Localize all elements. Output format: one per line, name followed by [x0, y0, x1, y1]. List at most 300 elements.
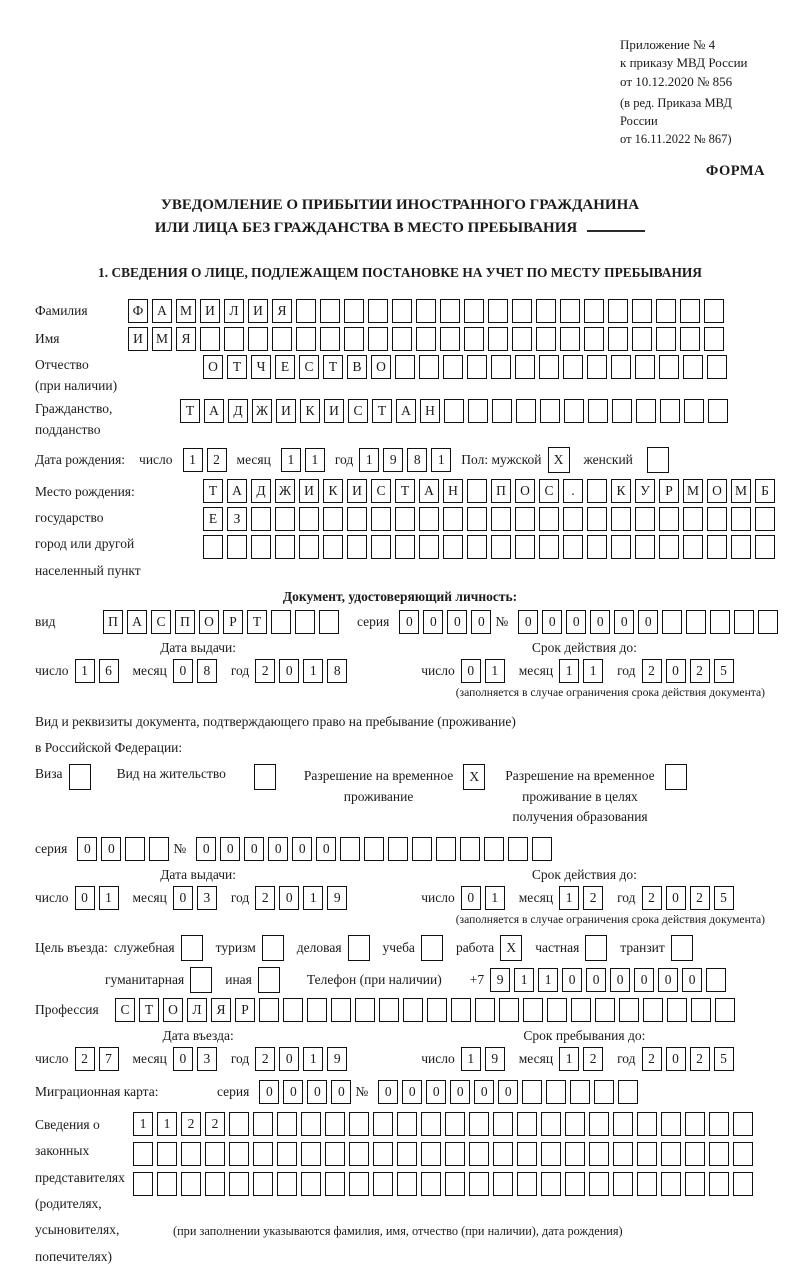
char-box[interactable] — [632, 327, 652, 351]
char-box[interactable] — [731, 535, 751, 559]
char-box[interactable] — [445, 1142, 465, 1166]
char-box[interactable]: 1 — [485, 886, 505, 910]
char-box[interactable]: 8 — [407, 448, 427, 472]
char-box[interactable]: К — [611, 479, 631, 503]
char-box[interactable]: . — [563, 479, 583, 503]
char-box[interactable]: 2 — [181, 1112, 201, 1136]
char-box[interactable] — [229, 1142, 249, 1166]
char-box[interactable] — [325, 1142, 345, 1166]
doc-issue-day-field[interactable] — [75, 659, 123, 683]
char-box[interactable] — [755, 507, 775, 531]
char-box[interactable]: 2 — [642, 659, 662, 683]
entry-day-field[interactable] — [75, 1047, 123, 1071]
char-box[interactable]: 0 — [279, 886, 299, 910]
char-box[interactable] — [608, 299, 628, 323]
char-box[interactable] — [254, 764, 276, 790]
char-box[interactable]: 1 — [99, 886, 119, 910]
char-box[interactable] — [69, 764, 91, 790]
char-box[interactable]: 0 — [586, 968, 606, 992]
char-box[interactable] — [436, 837, 456, 861]
char-box[interactable] — [307, 998, 327, 1022]
char-box[interactable] — [301, 1142, 321, 1166]
char-box[interactable]: И — [347, 479, 367, 503]
char-box[interactable]: У — [635, 479, 655, 503]
char-box[interactable] — [229, 1172, 249, 1196]
char-box[interactable] — [706, 968, 726, 992]
char-box[interactable]: 1 — [431, 448, 451, 472]
char-box[interactable]: 0 — [101, 837, 121, 861]
char-box[interactable] — [659, 535, 679, 559]
char-box[interactable] — [661, 1142, 681, 1166]
purpose-private-checkbox[interactable] — [585, 935, 611, 961]
char-box[interactable]: 0 — [173, 659, 193, 683]
char-box[interactable]: 1 — [559, 886, 579, 910]
char-box[interactable] — [373, 1142, 393, 1166]
char-box[interactable] — [516, 399, 536, 423]
char-box[interactable]: Т — [203, 479, 223, 503]
char-box[interactable] — [683, 507, 703, 531]
char-box[interactable]: С — [539, 479, 559, 503]
char-box[interactable] — [613, 1142, 633, 1166]
char-box[interactable]: С — [151, 610, 171, 634]
char-box[interactable] — [560, 327, 580, 351]
char-box[interactable] — [355, 998, 375, 1022]
doc-issue-month-field[interactable] — [173, 659, 221, 683]
visa-checkbox[interactable] — [69, 764, 95, 790]
entry-year-field[interactable] — [255, 1047, 351, 1071]
char-box[interactable] — [560, 299, 580, 323]
char-box[interactable] — [295, 610, 315, 634]
char-box[interactable] — [680, 327, 700, 351]
char-box[interactable] — [412, 837, 432, 861]
char-box[interactable] — [484, 837, 504, 861]
char-box[interactable] — [755, 535, 775, 559]
char-box[interactable]: 1 — [538, 968, 558, 992]
char-box[interactable] — [371, 507, 391, 531]
char-box[interactable] — [734, 610, 754, 634]
char-box[interactable] — [680, 299, 700, 323]
purpose-study-checkbox[interactable] — [421, 935, 447, 961]
char-box[interactable]: Я — [272, 299, 292, 323]
char-box[interactable] — [619, 998, 639, 1022]
char-box[interactable] — [248, 327, 268, 351]
char-box[interactable]: Т — [227, 355, 247, 379]
char-box[interactable] — [587, 507, 607, 531]
char-box[interactable] — [253, 1172, 273, 1196]
char-box[interactable] — [421, 1142, 441, 1166]
char-box[interactable]: 5 — [714, 659, 734, 683]
char-box[interactable]: 2 — [255, 1047, 275, 1071]
char-box[interactable] — [445, 1172, 465, 1196]
char-box[interactable]: 2 — [690, 1047, 710, 1071]
char-box[interactable]: 1 — [359, 448, 379, 472]
char-box[interactable]: 0 — [196, 837, 216, 861]
residence-number-field[interactable] — [196, 837, 556, 861]
char-box[interactable] — [325, 1172, 345, 1196]
name-field[interactable] — [128, 327, 728, 351]
birth-day-field[interactable] — [183, 448, 231, 472]
char-box[interactable]: 0 — [173, 886, 193, 910]
char-box[interactable]: 2 — [583, 886, 603, 910]
char-box[interactable] — [368, 327, 388, 351]
char-box[interactable]: Л — [187, 998, 207, 1022]
char-box[interactable] — [637, 1142, 657, 1166]
char-box[interactable] — [200, 327, 220, 351]
char-box[interactable]: 0 — [292, 837, 312, 861]
char-box[interactable] — [320, 299, 340, 323]
char-box[interactable] — [643, 998, 663, 1022]
char-box[interactable] — [589, 1112, 609, 1136]
char-box[interactable] — [563, 535, 583, 559]
char-box[interactable]: Т — [247, 610, 267, 634]
char-box[interactable]: 0 — [423, 610, 443, 634]
char-box[interactable]: Н — [443, 479, 463, 503]
edu-residence-checkbox[interactable] — [665, 764, 691, 790]
char-box[interactable] — [451, 998, 471, 1022]
char-box[interactable]: С — [371, 479, 391, 503]
residence-expiry-year-field[interactable] — [642, 886, 738, 910]
residence-permit-checkbox[interactable] — [254, 764, 280, 790]
char-box[interactable]: 0 — [450, 1080, 470, 1104]
char-box[interactable] — [157, 1172, 177, 1196]
char-box[interactable] — [635, 507, 655, 531]
char-box[interactable] — [301, 1172, 321, 1196]
migration-number-field[interactable] — [378, 1080, 642, 1104]
char-box[interactable] — [589, 1142, 609, 1166]
char-box[interactable] — [512, 299, 532, 323]
char-box[interactable] — [523, 998, 543, 1022]
char-box[interactable]: 2 — [690, 659, 710, 683]
char-box[interactable] — [635, 355, 655, 379]
char-box[interactable] — [469, 1142, 489, 1166]
char-box[interactable]: С — [299, 355, 319, 379]
char-box[interactable] — [515, 507, 535, 531]
char-box[interactable]: 0 — [610, 968, 630, 992]
char-box[interactable]: 0 — [590, 610, 610, 634]
char-box[interactable]: Л — [224, 299, 244, 323]
char-box[interactable] — [205, 1142, 225, 1166]
char-box[interactable]: Т — [180, 399, 200, 423]
char-box[interactable] — [349, 1172, 369, 1196]
char-box[interactable]: П — [175, 610, 195, 634]
char-box[interactable]: 1 — [133, 1112, 153, 1136]
char-box[interactable] — [392, 327, 412, 351]
char-box[interactable]: О — [199, 610, 219, 634]
char-box[interactable] — [564, 399, 584, 423]
char-box[interactable] — [515, 535, 535, 559]
char-box[interactable] — [571, 998, 591, 1022]
char-box[interactable]: В — [347, 355, 367, 379]
char-box[interactable]: 1 — [303, 1047, 323, 1071]
char-box[interactable]: Т — [139, 998, 159, 1022]
char-box[interactable]: Р — [223, 610, 243, 634]
char-box[interactable]: 2 — [642, 1047, 662, 1071]
char-box[interactable] — [469, 1112, 489, 1136]
char-box[interactable] — [421, 935, 443, 961]
char-box[interactable]: 0 — [402, 1080, 422, 1104]
char-box[interactable] — [635, 535, 655, 559]
birth-place-field-row2[interactable] — [203, 507, 779, 531]
char-box[interactable]: 2 — [205, 1112, 225, 1136]
char-box[interactable]: Б — [755, 479, 775, 503]
char-box[interactable] — [469, 1172, 489, 1196]
char-box[interactable]: Ж — [275, 479, 295, 503]
char-box[interactable]: 0 — [447, 610, 467, 634]
char-box[interactable] — [149, 837, 169, 861]
char-box[interactable] — [205, 1172, 225, 1196]
char-box[interactable] — [707, 507, 727, 531]
char-box[interactable]: 2 — [255, 886, 275, 910]
char-box[interactable]: С — [348, 399, 368, 423]
char-box[interactable] — [323, 535, 343, 559]
char-box[interactable]: З — [227, 507, 247, 531]
char-box[interactable] — [492, 399, 512, 423]
char-box[interactable] — [667, 998, 687, 1022]
birth-month-field[interactable] — [281, 448, 329, 472]
char-box[interactable]: X — [463, 764, 485, 790]
char-box[interactable] — [570, 1080, 590, 1104]
char-box[interactable]: О — [163, 998, 183, 1022]
char-box[interactable] — [460, 837, 480, 861]
char-box[interactable] — [665, 764, 687, 790]
char-box[interactable] — [493, 1112, 513, 1136]
char-box[interactable] — [133, 1172, 153, 1196]
char-box[interactable]: 5 — [714, 886, 734, 910]
char-box[interactable] — [517, 1172, 537, 1196]
char-box[interactable] — [467, 479, 487, 503]
char-box[interactable] — [685, 1172, 705, 1196]
char-box[interactable]: Р — [235, 998, 255, 1022]
char-box[interactable] — [685, 1142, 705, 1166]
purpose-business-checkbox[interactable] — [348, 935, 374, 961]
char-box[interactable] — [584, 327, 604, 351]
char-box[interactable] — [468, 399, 488, 423]
char-box[interactable] — [594, 1080, 614, 1104]
char-box[interactable] — [546, 1080, 566, 1104]
char-box[interactable] — [733, 1142, 753, 1166]
char-box[interactable] — [224, 327, 244, 351]
char-box[interactable]: 3 — [197, 886, 217, 910]
char-box[interactable]: 3 — [197, 1047, 217, 1071]
char-box[interactable]: Я — [176, 327, 196, 351]
purpose-humanitarian-checkbox[interactable] — [190, 967, 216, 993]
char-box[interactable] — [349, 1112, 369, 1136]
char-box[interactable]: Т — [372, 399, 392, 423]
char-box[interactable]: К — [323, 479, 343, 503]
char-box[interactable] — [708, 399, 728, 423]
char-box[interactable]: 2 — [690, 886, 710, 910]
char-box[interactable] — [671, 935, 693, 961]
char-box[interactable]: 2 — [207, 448, 227, 472]
char-box[interactable] — [709, 1112, 729, 1136]
purpose-transit-checkbox[interactable] — [671, 935, 697, 961]
char-box[interactable] — [467, 535, 487, 559]
char-box[interactable] — [419, 355, 439, 379]
char-box[interactable] — [277, 1172, 297, 1196]
char-box[interactable]: 0 — [461, 659, 481, 683]
char-box[interactable] — [181, 1172, 201, 1196]
char-box[interactable]: 0 — [279, 1047, 299, 1071]
char-box[interactable]: О — [371, 355, 391, 379]
char-box[interactable]: И — [276, 399, 296, 423]
char-box[interactable] — [589, 1172, 609, 1196]
char-box[interactable]: С — [115, 998, 135, 1022]
char-box[interactable] — [349, 1142, 369, 1166]
char-box[interactable] — [259, 998, 279, 1022]
char-box[interactable]: 0 — [268, 837, 288, 861]
char-box[interactable] — [637, 1112, 657, 1136]
char-box[interactable]: К — [300, 399, 320, 423]
char-box[interactable] — [517, 1142, 537, 1166]
char-box[interactable]: 0 — [307, 1080, 327, 1104]
char-box[interactable] — [515, 355, 535, 379]
char-box[interactable]: А — [152, 299, 172, 323]
char-box[interactable] — [251, 507, 271, 531]
char-box[interactable] — [536, 299, 556, 323]
char-box[interactable] — [656, 299, 676, 323]
char-box[interactable] — [618, 1080, 638, 1104]
char-box[interactable] — [467, 355, 487, 379]
char-box[interactable] — [296, 299, 316, 323]
char-box[interactable]: И — [299, 479, 319, 503]
char-box[interactable]: 0 — [220, 837, 240, 861]
char-box[interactable] — [416, 327, 436, 351]
char-box[interactable] — [379, 998, 399, 1022]
char-box[interactable]: 9 — [490, 968, 510, 992]
char-box[interactable] — [587, 479, 607, 503]
char-box[interactable] — [563, 355, 583, 379]
char-box[interactable] — [758, 610, 778, 634]
char-box[interactable] — [662, 610, 682, 634]
char-box[interactable] — [271, 610, 291, 634]
char-box[interactable]: 0 — [474, 1080, 494, 1104]
char-box[interactable] — [704, 299, 724, 323]
char-box[interactable] — [540, 399, 560, 423]
char-box[interactable]: X — [548, 447, 570, 473]
char-box[interactable]: 0 — [378, 1080, 398, 1104]
char-box[interactable] — [709, 1142, 729, 1166]
char-box[interactable] — [661, 1112, 681, 1136]
char-box[interactable] — [296, 327, 316, 351]
char-box[interactable]: X — [500, 935, 522, 961]
char-box[interactable] — [443, 535, 463, 559]
purpose-official-checkbox[interactable] — [181, 935, 207, 961]
char-box[interactable]: 0 — [426, 1080, 446, 1104]
residence-issue-month-field[interactable] — [173, 886, 221, 910]
char-box[interactable]: Д — [228, 399, 248, 423]
char-box[interactable] — [395, 507, 415, 531]
char-box[interactable]: 8 — [197, 659, 217, 683]
char-box[interactable] — [685, 1112, 705, 1136]
char-box[interactable]: И — [128, 327, 148, 351]
char-box[interactable] — [715, 998, 735, 1022]
char-box[interactable]: 1 — [157, 1112, 177, 1136]
char-box[interactable] — [397, 1142, 417, 1166]
char-box[interactable] — [686, 610, 706, 634]
char-box[interactable]: 0 — [682, 968, 702, 992]
char-box[interactable] — [157, 1142, 177, 1166]
char-box[interactable] — [348, 935, 370, 961]
char-box[interactable]: 9 — [485, 1047, 505, 1071]
char-box[interactable]: Ф — [128, 299, 148, 323]
char-box[interactable] — [419, 535, 439, 559]
char-box[interactable] — [190, 967, 212, 993]
char-box[interactable] — [229, 1112, 249, 1136]
char-box[interactable] — [611, 507, 631, 531]
char-box[interactable] — [683, 355, 703, 379]
char-box[interactable] — [272, 327, 292, 351]
char-box[interactable]: 0 — [666, 1047, 686, 1071]
char-box[interactable] — [347, 507, 367, 531]
doc-series-field[interactable] — [399, 610, 495, 634]
purpose-work-checkbox[interactable] — [500, 935, 526, 961]
char-box[interactable] — [371, 535, 391, 559]
char-box[interactable] — [636, 399, 656, 423]
char-box[interactable] — [660, 399, 680, 423]
doc-expiry-day-field[interactable] — [461, 659, 509, 683]
char-box[interactable]: И — [200, 299, 220, 323]
char-box[interactable]: 0 — [666, 886, 686, 910]
char-box[interactable]: А — [127, 610, 147, 634]
representatives-field-row3[interactable] — [133, 1172, 757, 1196]
char-box[interactable] — [683, 535, 703, 559]
char-box[interactable] — [395, 355, 415, 379]
char-box[interactable]: 0 — [562, 968, 582, 992]
char-box[interactable] — [203, 535, 223, 559]
char-box[interactable]: 0 — [666, 659, 686, 683]
char-box[interactable]: 9 — [383, 448, 403, 472]
char-box[interactable] — [319, 610, 339, 634]
char-box[interactable]: 1 — [583, 659, 603, 683]
char-box[interactable]: 1 — [559, 1047, 579, 1071]
sex-male-checkbox[interactable] — [548, 447, 574, 473]
char-box[interactable] — [707, 355, 727, 379]
char-box[interactable]: Е — [275, 355, 295, 379]
char-box[interactable] — [539, 355, 559, 379]
char-box[interactable] — [611, 355, 631, 379]
char-box[interactable] — [125, 837, 145, 861]
char-box[interactable]: 0 — [542, 610, 562, 634]
char-box[interactable] — [539, 535, 559, 559]
char-box[interactable] — [443, 355, 463, 379]
char-box[interactable] — [443, 507, 463, 531]
char-box[interactable]: Ч — [251, 355, 271, 379]
purpose-tourism-checkbox[interactable] — [262, 935, 288, 961]
char-box[interactable]: 1 — [305, 448, 325, 472]
char-box[interactable]: 1 — [485, 659, 505, 683]
char-box[interactable]: 0 — [399, 610, 419, 634]
char-box[interactable] — [373, 1112, 393, 1136]
char-box[interactable]: 0 — [244, 837, 264, 861]
stay-day-field[interactable] — [461, 1047, 509, 1071]
char-box[interactable] — [392, 299, 412, 323]
char-box[interactable]: О — [203, 355, 223, 379]
char-box[interactable] — [388, 837, 408, 861]
char-box[interactable] — [419, 507, 439, 531]
char-box[interactable]: 0 — [75, 886, 95, 910]
patronymic-field[interactable] — [203, 355, 731, 379]
phone-field[interactable] — [490, 968, 730, 992]
char-box[interactable]: 7 — [99, 1047, 119, 1071]
char-box[interactable]: О — [707, 479, 727, 503]
char-box[interactable] — [275, 535, 295, 559]
char-box[interactable] — [613, 1112, 633, 1136]
char-box[interactable] — [499, 998, 519, 1022]
char-box[interactable]: Ж — [252, 399, 272, 423]
char-box[interactable] — [368, 299, 388, 323]
char-box[interactable]: 2 — [255, 659, 275, 683]
char-box[interactable] — [277, 1112, 297, 1136]
